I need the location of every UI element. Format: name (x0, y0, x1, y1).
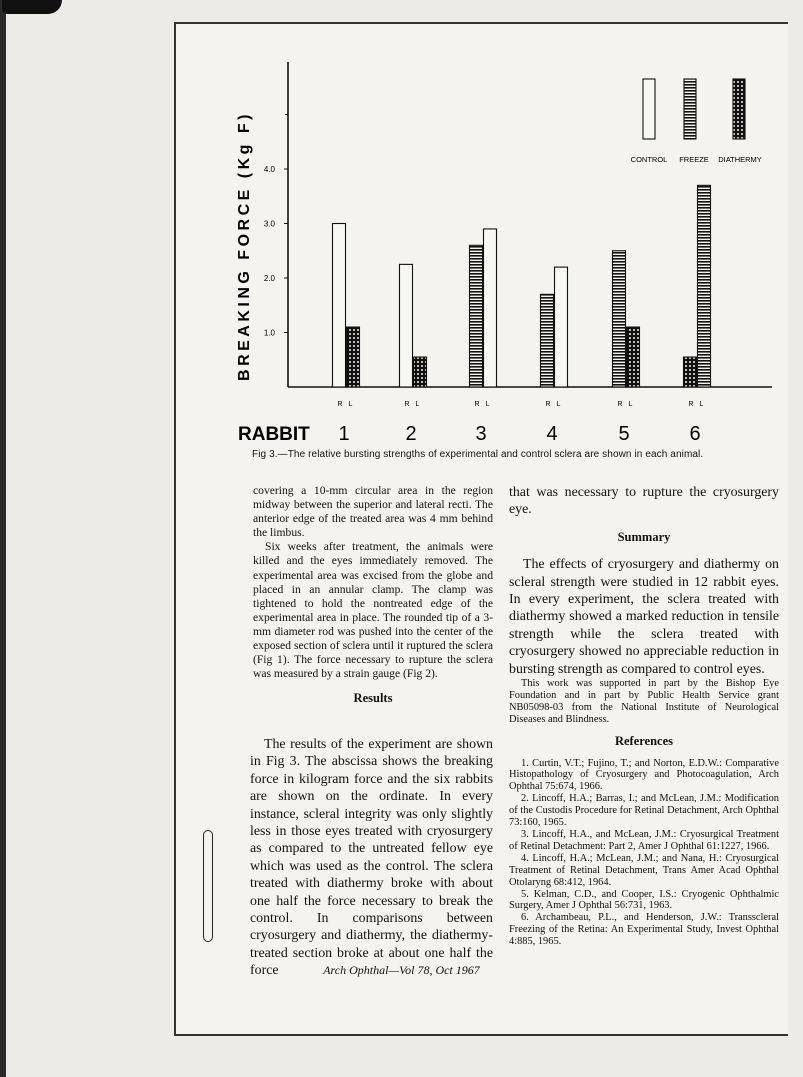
results-heading: Results (353, 691, 393, 706)
rabbit-number-label: 3 (475, 423, 487, 445)
bar-rabbit-5-R-freeze (613, 251, 626, 387)
bar-rabbit-2-L-diathermy (414, 357, 427, 387)
summary-text: The effects of cryosurgery and diathermy on scleral strength were studied in 12 rabbit eyes. In every experiment, the sclera treated with diathermy showed a marked reduction in tensile strength while the sclera treated with cryosurgery showed no appreciable reduction in bursting strength as compared to control eyes. (509, 557, 779, 677)
bar-chart (0, 0, 803, 450)
y-axis-label: BREAKING FORCE (Kg F) (236, 111, 253, 381)
bar-rabbit-5-L-diathermy (627, 327, 640, 387)
bar-rabbit-6-R-diathermy (684, 357, 697, 387)
bar-position-label: R L (545, 401, 563, 408)
legend-label: CONTROL (630, 155, 668, 164)
reference-item: 6. Archambeau, P.L., and Henderson, J.W.: Transscleral Freezing of the Retina: An Experimental Study, Invest Ophthal 4:885, 1965. (509, 912, 779, 948)
references-column (509, 678, 779, 948)
bar-rabbit-1-R-control (333, 224, 346, 388)
legend-label: FREEZE (679, 155, 709, 164)
bar-rabbit-4-L-control (555, 267, 568, 387)
paragraph: Six weeks after treatment, the animals were killed and the eyes immediately removed. The experimental area was excised from the globe and placed in an annular clamp. The clamp was tightened to hold the nontreated edge of the experimental area in place. The rounded tip of a 3-mm diameter rod was pushed into the center of the exposed section of sclera until it ruptured the sclera (Fig 1). The force necessary to rupture the sclera was measured by a strain gauge (Fig 2). (253, 540, 493, 681)
legend-swatch-freeze (684, 79, 696, 139)
bar-position-label: R L (688, 401, 706, 408)
bar-rabbit-2-R-control (400, 264, 413, 387)
reference-item: 1. Curtin, V.T.; Fujino, T.; and Norton, E.D.W.: Comparative Histopathology of Cryosurgery and Photocoagulation, Arch Ophthal 75:674, 1966. (509, 757, 779, 793)
left-column (253, 484, 493, 715)
rabbit-number-label: 2 (405, 423, 417, 445)
bar-position-label: R L (617, 401, 635, 408)
bar-position-label: R L (337, 401, 355, 408)
figure-caption: Fig 3.—The relative bursting strengths of experimental and control sclera are shown in each animal. (252, 449, 704, 460)
reference-item: 2. Lincoff, H.A.; Barras, I.; and McLean, J.M.: Modification of the Custodis Procedure for Retinal Detachment, Arch Ophthal 73:160, 1965. (509, 793, 779, 829)
y-tick-label: 4.0 (263, 165, 275, 174)
support-note: This work was supported in part by the Bishop Eye Foundation and in part by Public Health Service grant NB05098-03 from the National Institute of Neurological Diseases and Blindness. (509, 678, 779, 725)
bar-rabbit-6-L-freeze (698, 185, 711, 387)
rabbit-number-label: 1 (338, 423, 350, 445)
x-axis-label: RABBIT (238, 424, 310, 445)
bar-rabbit-1-L-diathermy (347, 327, 360, 387)
summary-heading: Summary (617, 529, 671, 544)
legend-label: DIATHERMY (718, 155, 762, 164)
rabbit-number-label: 6 (689, 423, 701, 445)
bar-rabbit-3-R-freeze (470, 245, 483, 387)
reference-item: 3. Lincoff, H.A., and McLean, J.M.: Cryosurgical Treatment of Retinal Detachment: Part 2, Amer J Ophthal 61:1227, 1966. (509, 828, 779, 852)
paragraph: that was necessary to rupture the cryosurgery eye. (509, 485, 779, 518)
references-heading: References (614, 733, 674, 748)
y-tick-label: 1.0 (263, 328, 275, 338)
y-tick-label: 3.0 (263, 219, 275, 229)
rabbit-number-label: 5 (618, 423, 630, 445)
bar-rabbit-3-L-control (484, 229, 497, 387)
running-footer: Arch Ophthal—Vol 78, Oct 1967 (323, 963, 480, 977)
reference-item: 4. Lincoff, H.A.; McLean, J.M.; and Nana, H.: Cryosurgical Treatment of Retinal Detachment, Trans Amer Acad Ophthal Otolaryng 68:412, 1964. (509, 852, 779, 888)
right-column (509, 484, 779, 678)
legend-swatch-control (643, 79, 655, 139)
y-tick-label: 2.0 (263, 274, 275, 283)
results-column (250, 736, 493, 980)
paragraph: covering a 10-mm circular area in the region midway between the superior and lateral recti. The anterior edge of the treated area was 4 mm behind the limbus. (253, 484, 493, 540)
margin-bracket (203, 830, 213, 942)
bar-position-label: R L (404, 401, 422, 408)
reference-item: 5. Kelman, C.D., and Cooper, I.S.: Cryogenic Ophthalmic Surgery, Amer J Ophthal 56:731, 1963. (509, 888, 779, 912)
rabbit-number-label: 4 (546, 423, 558, 445)
legend-swatch-diathermy (733, 79, 745, 139)
bar-rabbit-4-R-freeze (541, 294, 554, 387)
bar-position-label: R L (474, 401, 492, 408)
results-text: The results of the experiment are shown in Fig 3. The abscissa shows the breaking force in kilogram force and the six rabbits are shown on the ordinate. In every instance, scleral integrity was only slightly less in those eyes treated with cryosurgery as compared to the untreated fellow eye which was used as the control. The sclera treated with diathermy broke with about one half the force necessary to break the control. In comparisons between cryosurgery and diathermy, the diathermy-treated section broke at about one half the force (250, 737, 493, 979)
